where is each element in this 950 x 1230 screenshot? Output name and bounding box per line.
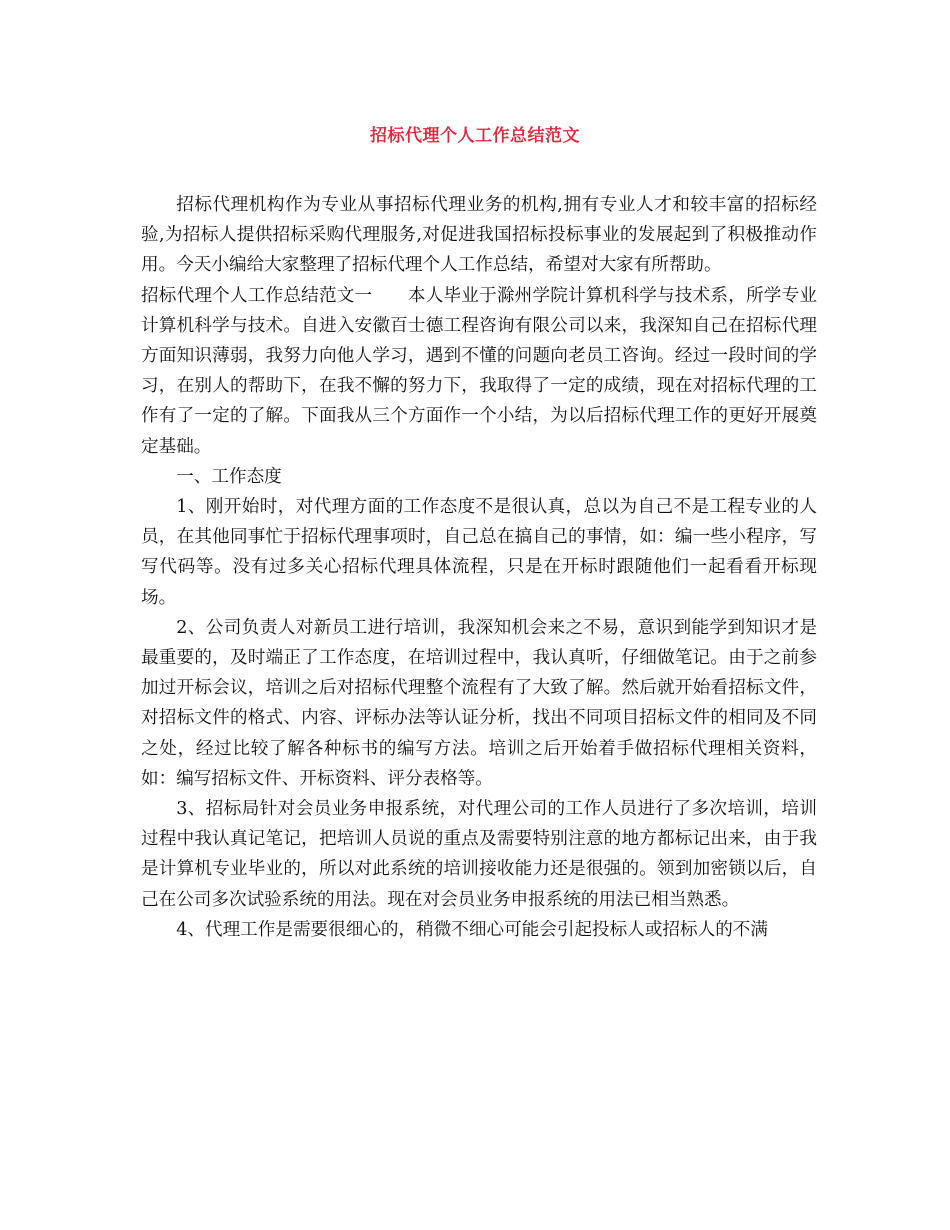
- document-title: 招标代理个人工作总结范文: [370, 126, 580, 146]
- intro-paragraph: 招标代理机构作为专业从事招标代理业务的机构,拥有专业人才和较丰富的招标经验,为招标人提供招标采购代理服务,对促进我国招标投标事业的发展起到了积极推动作用。今天小编给大家整理了招标代理个人工作总结，希望对大家有所帮助。: [141, 195, 817, 276]
- section-heading-attitude: 一、工作态度: [176, 466, 282, 487]
- section-intro-paragraph: 招标代理个人工作总结范文一 本人毕业于滁州学院计算机科学与技术系，所学专业计算机科学与技术。自进入安徽百士德工程咨询有限公司以来，我深知自己在招标代理方面知识薄弱，我努力向他人学习，遇到不懂的问题向老员工咨询。经过一段时间的学习，在别人的帮助下，在我不懈的努力下，我取得了一定的成绩，现在对招标代理的工作有了一定的了解。下面我从三个方面作一个小结，为以后招标代理工作的更好开展奠定基础。: [141, 285, 817, 457]
- document-body: [141, 190, 817, 945]
- list-item: 4、代理工作是需要很细心的，稍微不细心可能会引起投标人或招标人的不满: [176, 919, 768, 940]
- list-item: 2、公司负责人对新员工进行培训，我深知机会来之不易，意识到能学到知识才是最重要的，及时端正了工作态度，在培训过程中，我认真听，仔细做笔记。由于之前参加过开标会议，培训之后对招标代理整个流程有了大致了解。然后就开始看招标文件，对招标文件的格式、内容、评标办法等认证分析，找出不同项目招标文件的相同及不同之处，经过比较了解各种标书的编写方法。培训之后开始着手做招标代理相关资料，如：编写招标文件、开标资料、评分表格等。: [141, 617, 817, 789]
- list-item: 1、刚开始时，对代理方面的工作态度不是很认真，总以为自己不是工程专业的人员，在其他同事忙于招标代理事项时，自己总在搞自己的事情，如：编一些小程序，写写代码等。没有过多关心招标代理具体流程，只是在开标时跟随他们一起看看开标现场。: [141, 497, 817, 608]
- list-item: 3、招标局针对会员业务申报系统，对代理公司的工作人员进行了多次培训，培训过程中我认真记笔记，把培训人员说的重点及需要特别注意的地方都标记出来，由于我是计算机专业毕业的，所以对此系统的培训接收能力还是很强的。领到加密锁以后，自己在公司多次试验系统的用法。现在对会员业务申报系统的用法已相当熟悉。: [141, 799, 817, 910]
